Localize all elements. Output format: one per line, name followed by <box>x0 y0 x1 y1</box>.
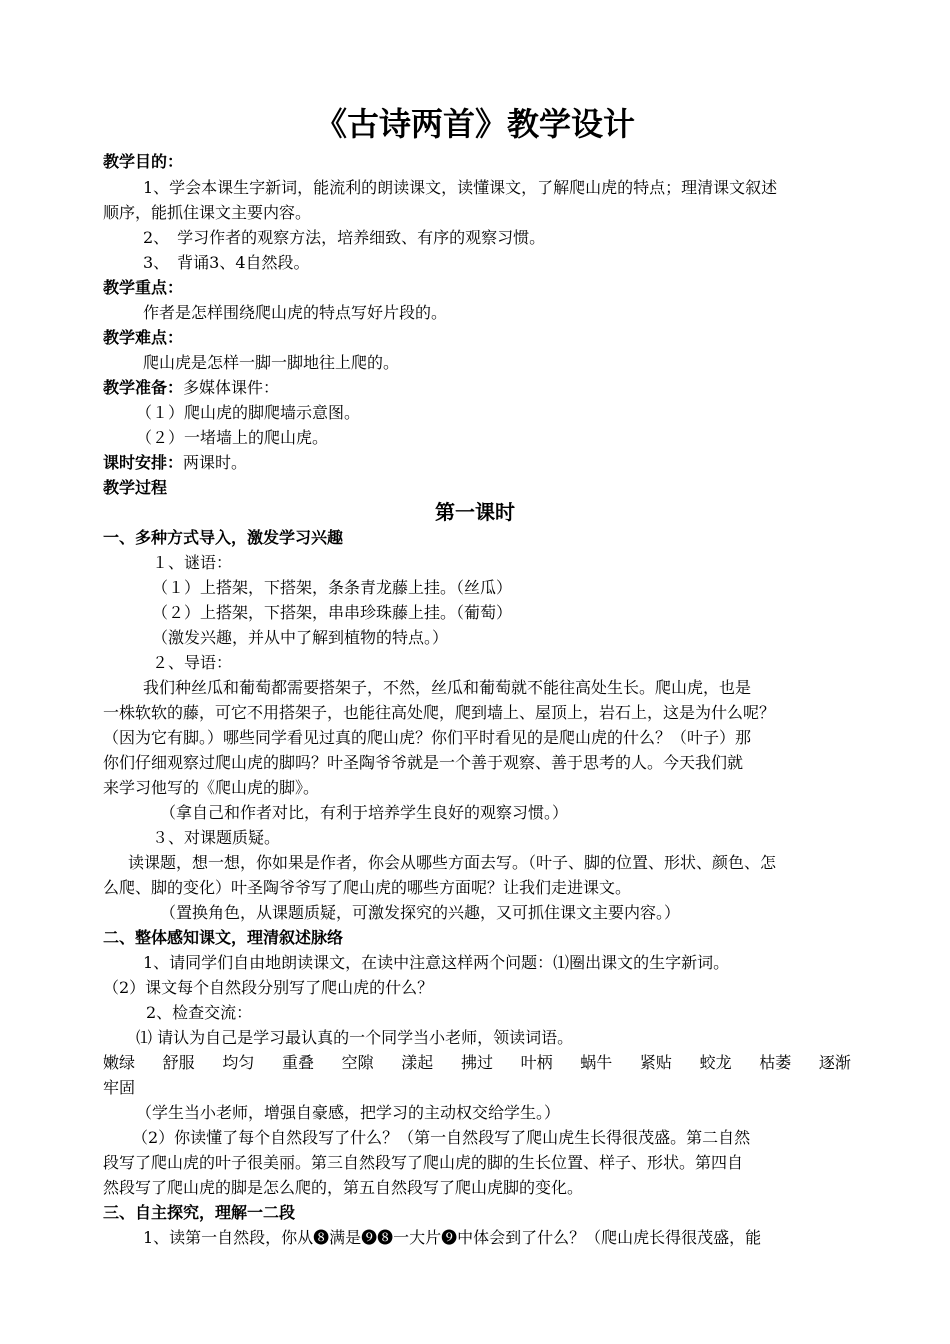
intro-paragraph-line-5: 来学习他写的《爬山虎的脚》。 <box>103 778 320 797</box>
vocab-word: 紧贴 <box>639 1053 672 1072</box>
intro-paragraph-line-4: 你们仔细观察过爬山虎的脚吗？叶圣陶爷爷就是一个善于观察、善于思考的人。今天我们就 <box>103 753 744 772</box>
check-note: （学生当小老师，增强自豪感，把学习的主动权交给学生。） <box>136 1103 561 1122</box>
vocab-word: 逐渐 <box>818 1053 851 1072</box>
process-label: 教学过程 <box>103 478 168 497</box>
schedule-value: 两课时。 <box>183 453 248 472</box>
check-item-2-line-3: 然段写了爬山虎的脚是怎么爬的，第五自然段写了爬山虎脚的变化。 <box>103 1178 584 1197</box>
key-point-label: 教学重点： <box>103 278 184 297</box>
section-2-heading: 二、整体感知课文，理清叙述脉络 <box>103 928 344 947</box>
vocab-word: 蜗牛 <box>580 1053 613 1072</box>
schedule-row <box>103 453 851 473</box>
intro-label: ２、导语： <box>152 653 233 672</box>
preparation-row <box>103 378 851 398</box>
vocab-word: 枯萎 <box>759 1053 792 1072</box>
check-label: 2、检查交流： <box>146 1003 253 1022</box>
vocabulary-row <box>103 1053 851 1073</box>
check-item-2-line-2: 段写了爬山虎的叶子很美丽。第三自然段写了爬山虎的脚的生长位置、样子、形状。第四自 <box>103 1153 744 1172</box>
question-paragraph-line-2: 么爬、脚的变化）叶圣陶爷爷写了爬山虎的哪些方面呢？让我们走进课文。 <box>103 878 632 897</box>
difficulty-text: 爬山虎是怎样一脚一脚地往上爬的。 <box>143 353 400 372</box>
intro-note: （拿自己和作者对比，有利于培养学生良好的观察习惯。） <box>160 803 569 822</box>
riddle-1: （１）上搭架，下搭架，条条青龙藤上挂。（丝瓜） <box>152 578 513 597</box>
goals-label: 教学目的： <box>103 152 184 171</box>
vocab-word: 均匀 <box>222 1053 255 1072</box>
read-instruction-line-1: 1、请同学们自由地朗读课文，在读中注意这样两个问题：⑴圈出课文的生字新词。 <box>143 953 730 972</box>
preparation-label: 教学准备： <box>103 378 184 397</box>
vocab-word: 嫩绿 <box>103 1053 136 1072</box>
vocab-word: 漾起 <box>401 1053 434 1072</box>
goal-item-3: 3、 背诵3、4自然段。 <box>143 253 310 272</box>
preparation-item-1: （１）爬山虎的脚爬墙示意图。 <box>136 403 361 422</box>
vocab-word: 空隙 <box>341 1053 374 1072</box>
difficulty-label: 教学难点： <box>103 328 184 347</box>
document-title: 《古诗两首》教学设计 <box>314 105 635 143</box>
lesson-heading: 第一课时 <box>435 500 515 524</box>
section-3-item-1: 1、读第一自然段，你从❽满是❾❽一大片❾中体会到了什么？（爬山虎长得很茂盛，能 <box>143 1228 762 1247</box>
question-label: ３、对课题质疑。 <box>152 828 281 847</box>
read-instruction-line-2: （2）课文每个自然段分别写了爬山虎的什么？ <box>103 978 434 997</box>
preparation-value: 多媒体课件： <box>183 378 280 397</box>
key-point-text: 作者是怎样围绕爬山虎的特点写好片段的。 <box>143 303 448 322</box>
preparation-item-2: （２）一堵墙上的爬山虎。 <box>136 428 329 447</box>
goal-item-1-line-2: 顺序，能抓住课文主要内容。 <box>103 203 312 222</box>
check-item-1: ⑴ 请认为自己是学习最认真的一个同学当小老师，领读词语。 <box>136 1028 574 1047</box>
section-3-heading: 三、自主探究，理解一二段 <box>103 1203 296 1222</box>
question-paragraph-line-1: 读课题，想一想，你如果是作者，你会从哪些方面去写。（叶子、脚的位置、形状、颜色、怎 <box>128 853 777 872</box>
goal-item-1-line-1: 1、学会本课生字新词，能流利的朗读课文，读懂课文，了解爬山虎的特点；理清课文叙述 <box>143 178 778 197</box>
riddle-2: （２）上搭架，下搭架，串串珍珠藤上挂。（葡萄） <box>152 603 513 622</box>
vocab-word: 舒服 <box>162 1053 195 1072</box>
goal-item-2: 2、 学习作者的观察方法，培养细致、有序的观察习惯。 <box>143 228 546 247</box>
vocab-word: 叶柄 <box>520 1053 553 1072</box>
section-1-heading: 一、多种方式导入，激发学习兴趣 <box>103 528 344 547</box>
question-note: （置换角色，从课题质疑，可激发探究的兴趣，又可抓住课文主要内容。） <box>160 903 681 922</box>
vocab-word: 重叠 <box>281 1053 314 1072</box>
check-item-2-line-1: （2）你读懂了每个自然段写了什么？（第一自然段写了爬山虎生长得很茂盛。第二自然 <box>132 1128 751 1147</box>
riddle-note: （激发兴趣，并从中了解到植物的特点。） <box>152 628 449 647</box>
intro-paragraph-line-1: 我们种丝瓜和葡萄都需要搭架子，不然，丝瓜和葡萄就不能往高处生长。爬山虎，也是 <box>143 678 752 697</box>
intro-paragraph-line-3: （因为它有脚。）哪些同学看见过真的爬山虎？你们平时看见的是爬山虎的什么？（叶子）那 <box>103 728 752 747</box>
intro-paragraph-line-2: 一株软软的藤，可它不用搭架子，也能往高处爬，爬到墙上、屋顶上，岩石上，这是为什么呢？ <box>103 703 776 722</box>
vocab-word: 蛟龙 <box>699 1053 732 1072</box>
schedule-label: 课时安排： <box>103 453 184 472</box>
vocab-word-last: 牢固 <box>103 1078 136 1097</box>
vocab-word: 拂过 <box>460 1053 493 1072</box>
riddle-label: １、谜语： <box>152 553 233 572</box>
